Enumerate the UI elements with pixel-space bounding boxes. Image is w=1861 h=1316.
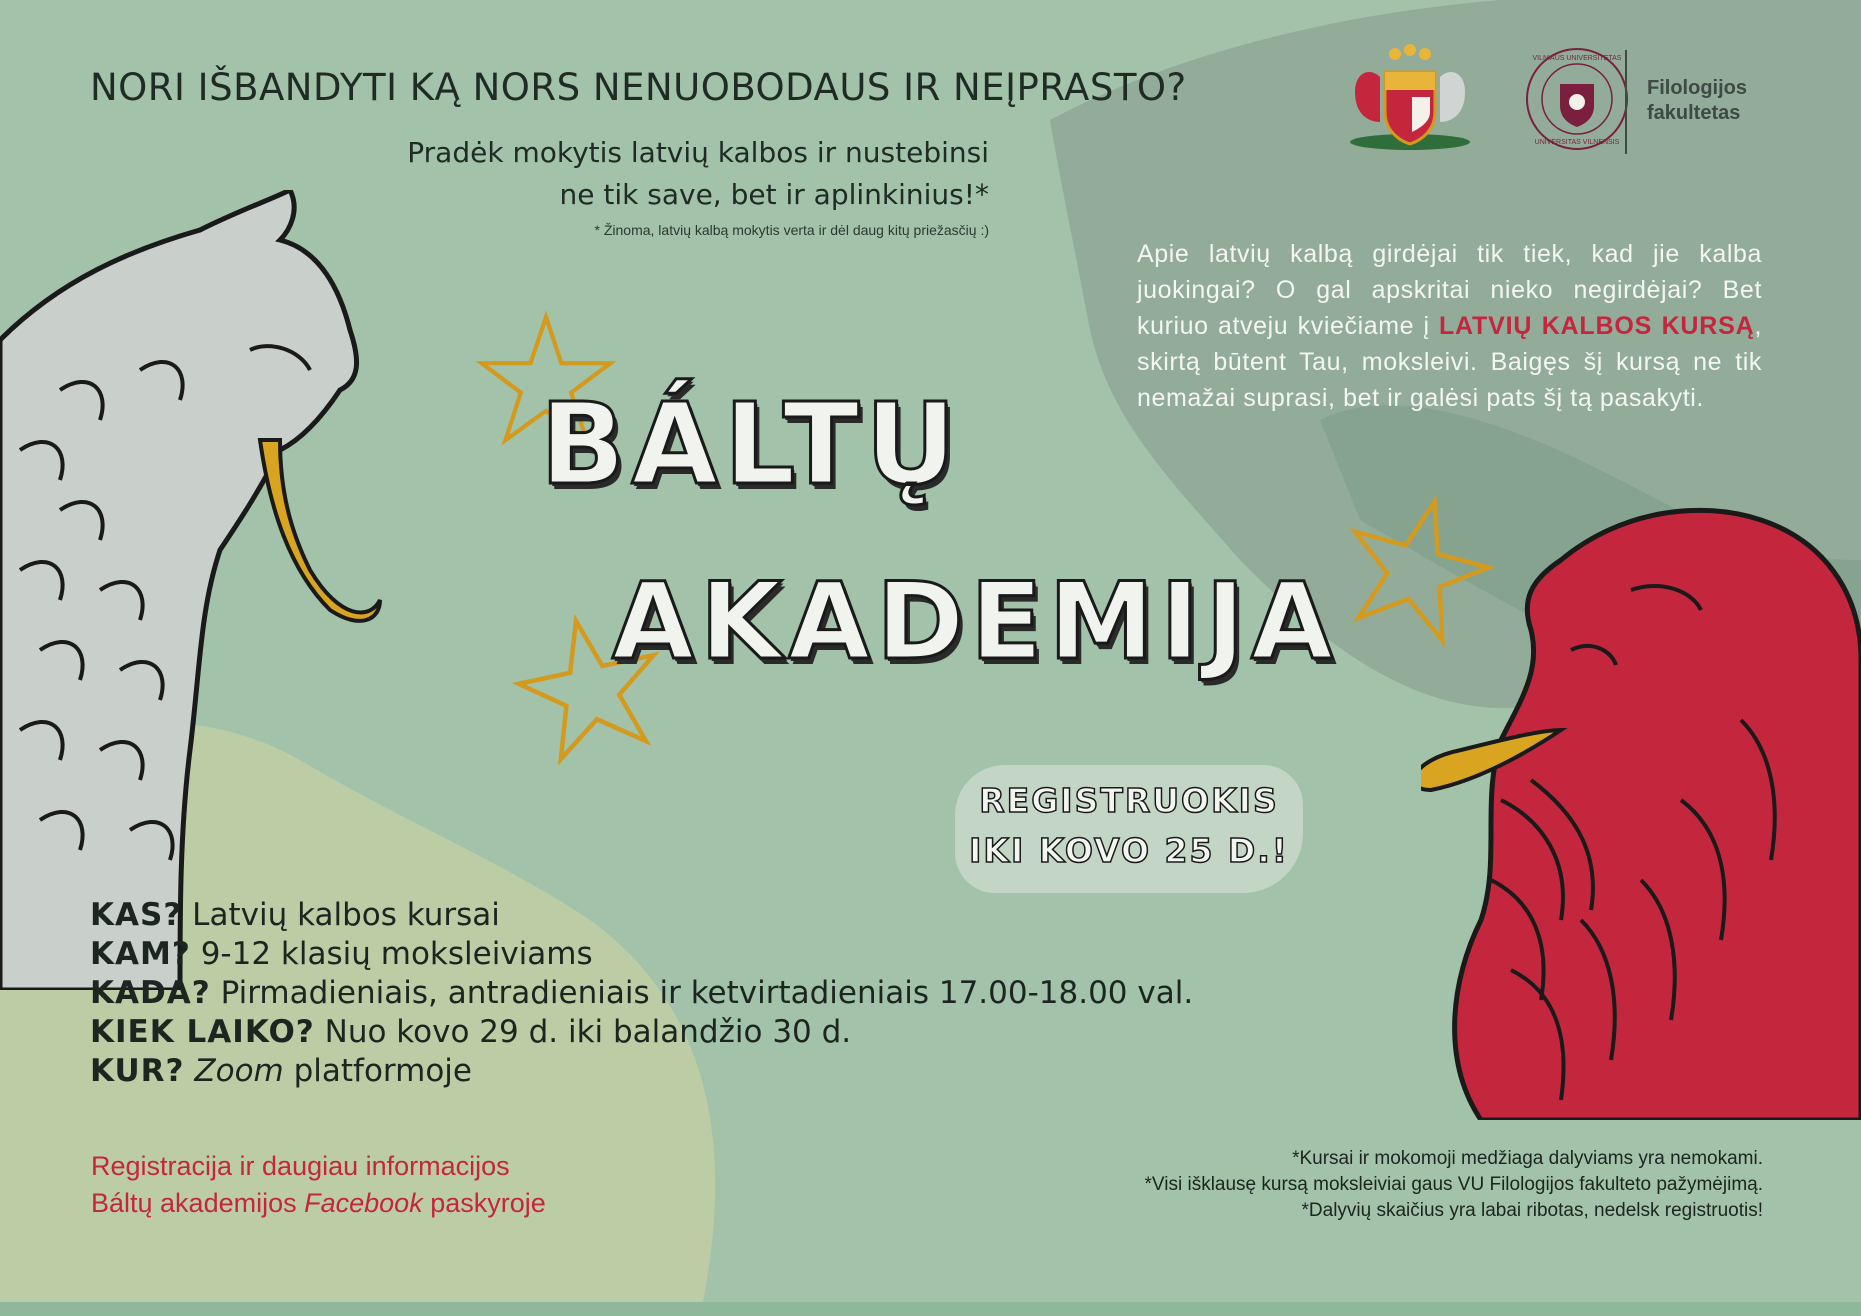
info-row-kam <box>90 935 1193 974</box>
intro-accent: LATVIŲ KALBOS KURSĄ <box>1438 312 1755 340</box>
svg-text:UNIVERSITAS VILNENSIS: UNIVERSITAS VILNENSIS <box>1534 139 1620 146</box>
latvia-coat-of-arms <box>1340 42 1480 152</box>
info-value: platformoje <box>283 1053 472 1089</box>
intro-paragraph <box>1137 236 1762 416</box>
title-line-2: AKADEMIJA <box>612 560 1340 683</box>
info-value: Pirmadieniais, antradieniais ir ketvirtadieniais 17.00-18.00 val. <box>210 975 1194 1011</box>
note-1: *Kursai ir mokomoji medžiaga dalyviams yra nemokami. <box>1292 1148 1763 1169</box>
intro-part-1: Apie latvių kalbą girdėjai tik tiek, kad jie kalba juokingai? O gal apskritai nieko negirdėjai? Bet kuriuo atveju kviečiame į <box>1137 240 1762 340</box>
svg-text:VILNIAUS UNIVERSITETAS: VILNIAUS UNIVERSITETAS <box>1532 55 1622 62</box>
info-key: KAS? <box>90 897 183 933</box>
info-value: Latvių kalbos kursai <box>182 897 500 933</box>
info-key: KAM? <box>90 936 191 972</box>
contact-text: paskyroje <box>422 1188 546 1218</box>
info-row-kada <box>90 974 1193 1013</box>
griffin-illustration <box>0 190 400 990</box>
info-list <box>90 896 1193 1091</box>
contact-line-2 <box>91 1185 546 1222</box>
subhead-line-2: ne tik save, bet ir aplinkinius!* <box>559 178 989 211</box>
info-value-italic: Zoom <box>184 1053 284 1089</box>
subhead <box>269 132 989 216</box>
title-line-1: BÁLTŲ <box>540 380 963 510</box>
info-row-kiek-laiko <box>90 1013 1193 1052</box>
faculty-name <box>1647 76 1747 126</box>
registration-line-2: IKI KOVO 25 D.! <box>969 831 1289 870</box>
contact-text: Báltų akademijos <box>91 1188 305 1218</box>
faculty-line-1: Filologijos <box>1647 77 1747 99</box>
registration-line-1: REGISTRUOKIS <box>979 781 1279 820</box>
vilnius-university-seal <box>1522 44 1632 154</box>
info-key: KIEK LAIKO? <box>90 1014 315 1050</box>
footnote-small: * Žinoma, latvių kalbą mokytis verta ir dėl daug kitų priežasčių :) <box>594 222 989 238</box>
info-key: KADA? <box>90 975 211 1011</box>
notes <box>1145 1146 1763 1224</box>
info-key: KUR? <box>90 1053 185 1089</box>
info-value: Nuo kovo 29 d. iki balandžio 30 d. <box>314 1014 852 1050</box>
note-2: *Visi išklausę kursą moksleiviai gaus VU Filologijos fakulteto pažymėjimą. <box>1144 1174 1763 1195</box>
subhead-line-1: Pradėk mokytis latvių kalbos ir nustebinsi <box>407 136 989 169</box>
faculty-line-2: fakultetas <box>1647 102 1741 124</box>
contact-line-1: Registracija ir daugiau informacijos <box>91 1151 510 1181</box>
bottom-strip <box>0 1302 1861 1316</box>
facebook-link[interactable]: Facebook <box>304 1188 423 1218</box>
info-value: 9-12 klasių moksleiviams <box>190 936 593 972</box>
logo-divider <box>1625 50 1627 154</box>
info-row-kur <box>90 1052 1193 1091</box>
note-3: *Dalyvių skaičius yra labai ribotas, nedelsk registruotis! <box>1301 1200 1763 1221</box>
headline: NORI IŠBANDYTI KĄ NORS NENUOBODAUS IR NEĮPRASTO? <box>90 66 1187 109</box>
intro-part-2: , skirtą būtent Tau, moksleivi. Baigęs šį kursą ne tik nemažai suprasi, bet ir galėsi pats šį tą pasakyti. <box>1137 312 1763 412</box>
contact-info <box>91 1148 546 1222</box>
info-row-kas <box>90 896 1193 935</box>
registration-text <box>955 776 1303 876</box>
